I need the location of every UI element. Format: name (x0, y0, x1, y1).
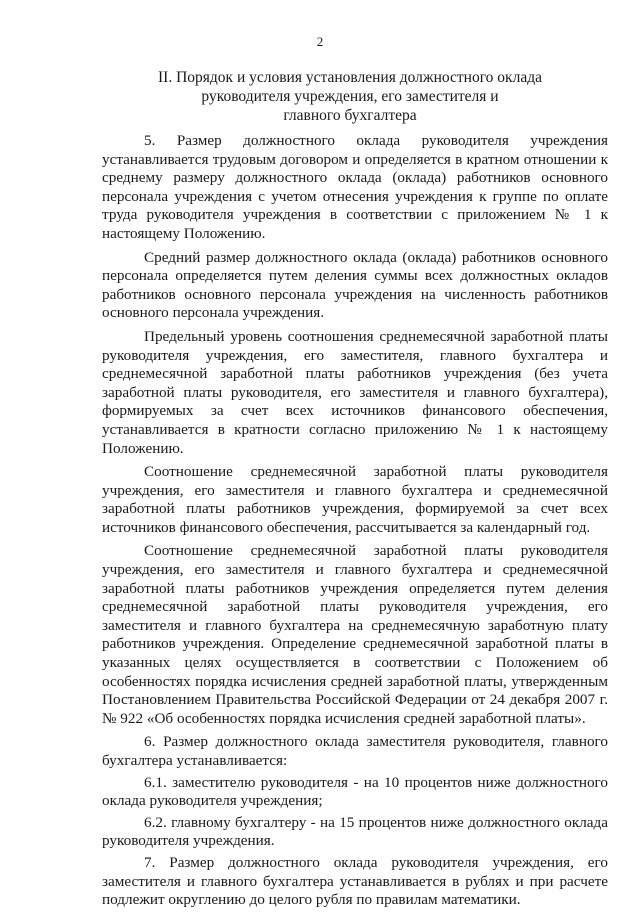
heading-line-2: руководителя учреждения, его заместителя и (201, 88, 499, 105)
paragraph-ratio-period: Соотношение среднемесячной заработной платы руководителя учреждения, его заместителя и главного бухгалтера и среднемесячной заработной платы работников учреждения, формируемой за счет всех источников финансового обеспечения, рассчитывается за календарный год. (102, 463, 608, 536)
paragraph-ratio-limit: Предельный уровень соотношения среднемесячной заработной платы руководителя учреждения, его заместителя, главного бухгалтера и среднемесячной заработной платы работников учреждения (без учета заработной платы руководителя, его заместителя и главного бухгалтера), формируемых за счет всех источников финансового обеспечения, устанавливается в кратности согласно приложению № 1 к настоящему Положению. (102, 327, 608, 457)
paragraph-6: 6. Размер должностного оклада заместителя руководителя, главного бухгалтера устанавливается: (102, 733, 608, 769)
document-body (102, 132, 608, 915)
heading-line-1: II. Порядок и условия установления должностного оклада (158, 69, 542, 86)
paragraph-5: 5. Размер должностного оклада руководителя учреждения устанавливается трудовым договором и определяется в кратном отношении к среднему размеру должностного оклада (оклада) работников основного персонала учреждения с учетом отнесения учреждения к группе по оплате труда руководителя учреждения в соответствии с приложением № 1 к настоящему Положению. (102, 132, 608, 242)
section-heading (150, 68, 550, 125)
paragraph-6-1: 6.1. заместителю руководителя - на 10 процентов ниже должностного оклада руководителя учреждения; (102, 773, 608, 810)
paragraph-average-salary: Средний размер должностного оклада (оклада) работников основного персонала определяется путем деления суммы всех должностных окладов работников основного персонала учреждения на численность работников основного персонала учреждения. (102, 248, 608, 322)
paragraph-ratio-calculation: Соотношение среднемесячной заработной платы руководителя учреждения, его заместителя и главного бухгалтера и среднемесячной заработной платы работников учреждения определяется путем деления среднемесячной заработной платы руководителя учреждения, его заместителя и главного бухгалтера на среднемесячную заработную плату работников учреждения. Определение среднемесячной заработной платы в указанных целях осуществляется в соответствии с Положением об особенностях порядка исчисления средней заработной платы, утвержденным Постановлением Правительства Российской Федерации от 24 декабря 2007 г. № 922 «Об особенностях порядка исчисления средней заработной платы». (102, 542, 608, 727)
paragraph-6-2: 6.2. главному бухгалтеру - на 15 процентов ниже должностного оклада руководителя учреждения. (102, 813, 608, 850)
heading-line-3: главного бухгалтера (283, 107, 417, 124)
paragraph-7: 7. Размер должностного оклада руководителя учреждения, его заместителя и главного бухгалтера устанавливается в рублях и при расчете подлежит округлению до целого рубля по правилам математики. (102, 853, 608, 909)
page-number: 2 (316, 34, 324, 49)
